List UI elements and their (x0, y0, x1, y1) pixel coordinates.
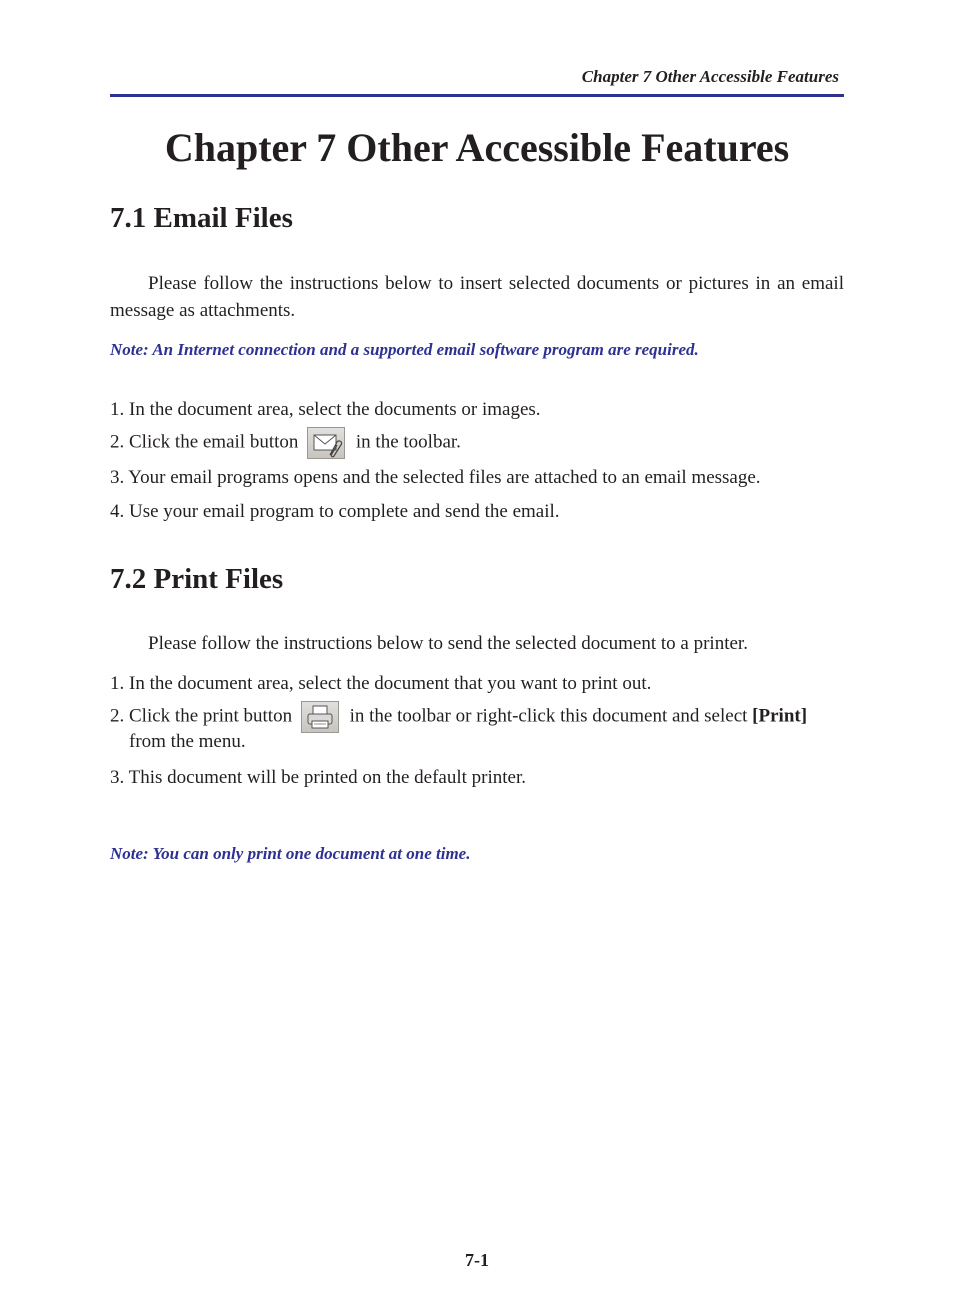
print-step-1: 1. In the document area, select the document that you want to print out. (110, 673, 652, 694)
print-step-3: 3. This document will be printed on the default printer. (110, 767, 526, 788)
running-header: Chapter 7 Other Accessible Features (581, 67, 839, 86)
email-note: Note: An Internet connection and a supported email software program are required. (110, 340, 699, 359)
print-button-icon (301, 701, 339, 733)
print-note: Note: You can only print one document at one time. (110, 844, 471, 863)
email-step-4: 4. Use your email program to complete and send the email. (110, 501, 560, 522)
print-intro-paragraph: Please follow the instructions below to send the selected document to a printer. (148, 633, 748, 654)
print-step-2-text-b: in the toolbar or right-click this document and select (349, 705, 748, 727)
print-step-2 (110, 701, 850, 751)
email-intro-paragraph: Please follow the instructions below to insert selected documents or pictures in an email message as attachments. (110, 273, 844, 321)
email-step-2-text-a: 2. Click the email button (110, 431, 299, 453)
section-title-print: 7.2 Print Files (110, 563, 284, 595)
print-step-2-text-a: 2. Click the print button (110, 705, 293, 727)
email-step-1: 1. In the document area, select the documents or images. (110, 399, 541, 420)
header-rule (110, 94, 844, 97)
email-button-icon (307, 427, 345, 459)
chapter-title: Chapter 7 Other Accessible Features (164, 125, 790, 170)
email-step-2-text-b: in the toolbar. (355, 431, 461, 453)
email-step-3: 3. Your email programs opens and the selected files are attached to an email message. (110, 467, 761, 488)
section-title-email: 7.1 Email Files (110, 202, 293, 234)
email-step-2 (110, 427, 461, 459)
print-menu-item-reference: [Print] (752, 705, 808, 727)
page-number: 7-1 (465, 1250, 489, 1270)
print-step-2-continuation: from the menu. (129, 731, 246, 752)
